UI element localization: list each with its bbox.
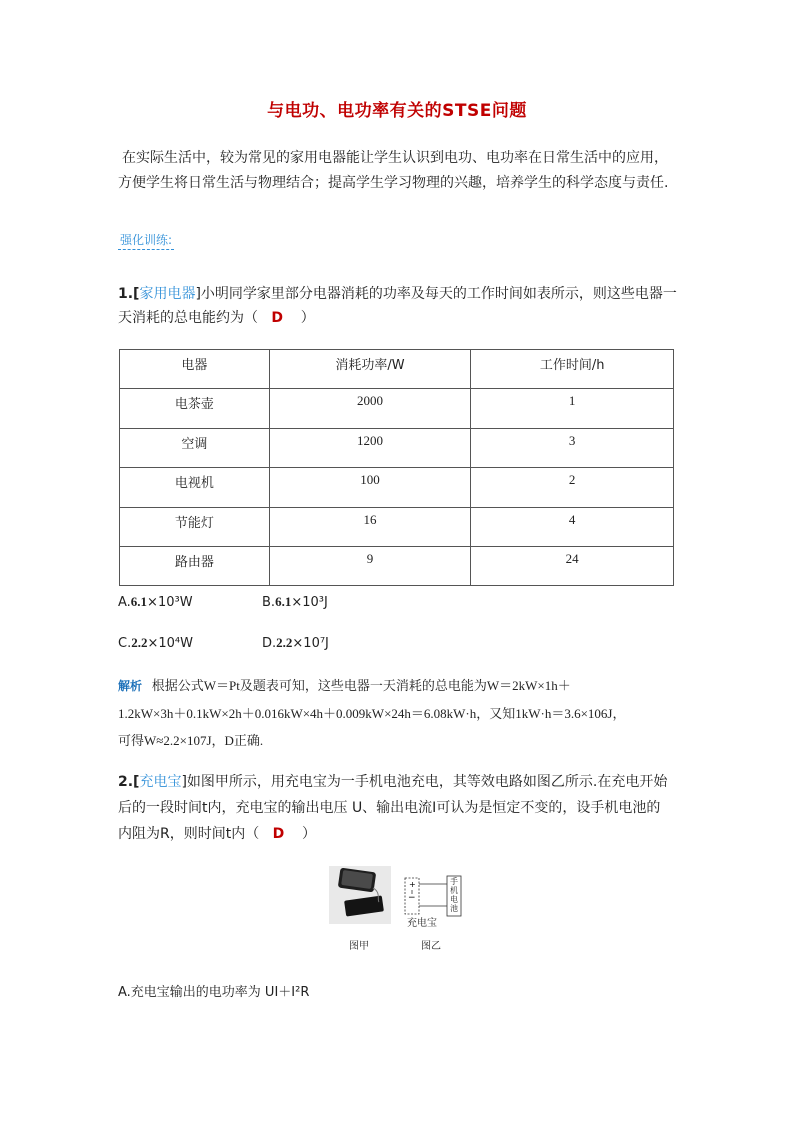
- q2-option-a: A.充电宝输出的电功率为 UI＋I²R: [118, 985, 310, 1000]
- table-cell: 4: [471, 507, 674, 546]
- table-cell: 空调: [120, 428, 270, 467]
- q1-number: 1.[: [118, 286, 140, 302]
- minus-sign: −: [408, 893, 416, 903]
- q1-tag-link[interactable]: 家用电器: [139, 286, 196, 302]
- q2-figure: [329, 862, 469, 954]
- option-a-unit: ×10³W: [147, 595, 193, 610]
- solution-line-1: [118, 673, 698, 699]
- option-c-label: C.: [118, 636, 132, 651]
- option-b-label: B.: [262, 595, 276, 610]
- q1-text-b: 天消耗的总电能约为（: [118, 310, 258, 326]
- option-c: [118, 635, 193, 651]
- q2-number: 2.[: [118, 774, 140, 790]
- q2-line-3: [118, 822, 683, 847]
- table-cell: 路由器: [120, 546, 270, 585]
- option-b-unit: ×10³J: [291, 595, 328, 610]
- table-header: 电器: [120, 350, 270, 389]
- solution-text-1: 根据公式W＝Pt及题表可知，这些电器一天消耗的总电能为W＝2kW×1h＋: [151, 678, 571, 693]
- q2-text-c: 内阻为R，则时间t内（: [118, 826, 260, 842]
- powerbank-label: 充电宝: [407, 918, 437, 929]
- table-cell: 电视机: [120, 468, 270, 507]
- q1-text-a: ]小明同学家里部分电器消耗的功率及每天的工作时间如表所示，则这些电器一: [195, 286, 677, 302]
- solution-label: 解析: [118, 679, 143, 693]
- option-a: [118, 594, 193, 610]
- solution-line-3: 可得W≈2.2×107J，D正确.: [118, 733, 264, 748]
- q1-line-2: [118, 306, 683, 331]
- section-tag: 强化训练:: [118, 230, 174, 250]
- table-cell: 电茶壶: [120, 389, 270, 428]
- caption-left: 图甲: [349, 941, 369, 952]
- option-d-value: 2.2: [276, 635, 293, 650]
- table-cell: 24: [471, 546, 674, 585]
- table-cell: 2000: [269, 389, 471, 428]
- q2-answer: D: [272, 826, 285, 842]
- option-d-unit: ×10⁷J: [292, 636, 329, 651]
- plus-sign: +: [409, 880, 416, 889]
- solution-line-2: 1.2kW×3h＋0.1kW×2h＋0.016kW×4h＋0.009kW×24h＝6.08kW·h，又知1kW·h＝3.6×106J，: [118, 706, 626, 721]
- q2-line-1: [118, 770, 683, 795]
- power-table: [119, 349, 674, 586]
- table-row: [120, 428, 674, 467]
- option-d-label: D.: [262, 636, 277, 651]
- option-b: [262, 594, 328, 610]
- table-header: 消耗功率/W: [269, 350, 471, 389]
- table-header-row: [120, 350, 674, 389]
- intro-line-1: 在实际生活中，较为常见的家用电器能让学生认识到电功、电功率在日常生活中的应用，: [122, 150, 668, 166]
- table-cell: 100: [269, 468, 471, 507]
- q1-answer: D: [271, 310, 283, 326]
- table-cell: 1: [471, 389, 674, 428]
- table-row: [120, 546, 674, 585]
- q1-line-1: [118, 282, 683, 307]
- table-cell: 节能灯: [120, 507, 270, 546]
- q2-close: ）: [302, 826, 317, 842]
- table-row: [120, 389, 674, 428]
- table-header: 工作时间/h: [471, 350, 674, 389]
- option-c-unit: ×10⁴W: [147, 636, 193, 651]
- page-title: 与电功、电功率有关的STSE问题: [267, 101, 527, 121]
- table-cell: 2: [471, 468, 674, 507]
- table-cell: 9: [269, 546, 471, 585]
- q2-line-2: 后的一段时间t内，充电宝的输出电压 U、输出电流I可认为是恒定不变的，设手机电池的: [118, 800, 661, 816]
- option-a-value: 6.1: [130, 594, 148, 609]
- intro-line-2: 方便学生将日常生活与物理结合；提高学生学习物理的兴趣，培养学生的科学态度与责任.: [118, 175, 669, 191]
- q1-close: ）: [300, 310, 315, 326]
- table-cell: 16: [269, 507, 471, 546]
- option-d: [262, 635, 329, 651]
- caption-right: 图乙: [421, 941, 441, 952]
- option-c-value: 2.2: [131, 635, 148, 650]
- option-a-label: A.: [118, 595, 131, 610]
- battery-label: 手机电池: [450, 877, 458, 913]
- table-row: [120, 468, 674, 507]
- q2-text-a: ]如图甲所示，用充电宝为一手机电池充电，其等效电路如图乙所示.在充电开始: [181, 774, 668, 790]
- table-cell: 3: [471, 428, 674, 467]
- table-row: [120, 507, 674, 546]
- q2-tag-link[interactable]: 充电宝: [139, 774, 182, 790]
- option-b-value: 6.1: [275, 594, 292, 609]
- table-cell: 1200: [269, 428, 471, 467]
